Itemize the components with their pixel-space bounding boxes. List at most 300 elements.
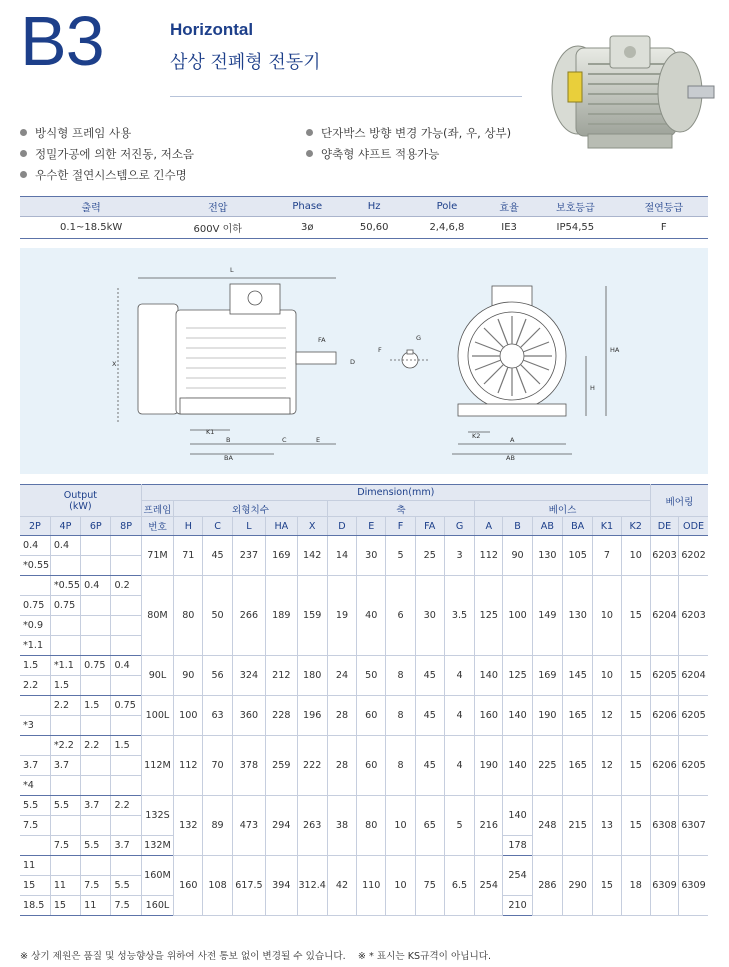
dim-cell: 6309 bbox=[679, 856, 708, 916]
dim-cell: 50 bbox=[357, 656, 386, 696]
dim-cell: 145 bbox=[563, 656, 593, 696]
dim-cell: 100 bbox=[503, 576, 532, 656]
output-cell: 3.7 bbox=[20, 756, 50, 776]
dim-cell: 5 bbox=[386, 536, 415, 576]
dim-cell: 10 bbox=[593, 656, 621, 696]
dim-cell: 30 bbox=[415, 576, 444, 656]
output-cell bbox=[50, 616, 80, 636]
dim-cell: 6308 bbox=[650, 796, 678, 856]
dim-cell: 42 bbox=[327, 856, 356, 916]
dim-cell: 254 bbox=[503, 856, 532, 896]
feature-list-right bbox=[306, 122, 511, 164]
frame-cell: 80M bbox=[141, 576, 173, 656]
output-cell: *0.9 bbox=[20, 616, 50, 636]
dim-cell: 6 bbox=[386, 576, 415, 656]
dim-cell: 6205 bbox=[679, 696, 708, 736]
col-header: G bbox=[444, 517, 474, 536]
dim-cell: 24 bbox=[327, 656, 356, 696]
dim-cell: 6202 bbox=[679, 536, 708, 576]
label-L: L bbox=[230, 266, 234, 274]
dim-cell: 324 bbox=[232, 656, 265, 696]
col-header: H bbox=[174, 517, 203, 536]
dim-cell: 165 bbox=[563, 736, 593, 796]
output-cell: 18.5 bbox=[20, 896, 50, 916]
label-A: A bbox=[510, 436, 515, 444]
dim-cell: 215 bbox=[563, 796, 593, 856]
output-cell: 1.5 bbox=[50, 676, 80, 696]
label-AB: AB bbox=[506, 454, 515, 462]
dim-cell: 12 bbox=[593, 696, 621, 736]
footnotes bbox=[20, 948, 491, 962]
table-row bbox=[20, 536, 708, 556]
dim-cell: 13 bbox=[593, 796, 621, 856]
spec-header: 전압 bbox=[162, 197, 273, 217]
dim-cell: 140 bbox=[503, 696, 532, 736]
dim-cell: 360 bbox=[232, 696, 265, 736]
dim-cell: 6204 bbox=[650, 576, 678, 656]
dim-cell: 216 bbox=[475, 796, 503, 856]
dim-cell: 6205 bbox=[679, 736, 708, 796]
output-cell: 11 bbox=[20, 856, 50, 876]
output-cell bbox=[81, 556, 111, 576]
spec-value: F bbox=[620, 217, 708, 239]
dim-cell: 140 bbox=[503, 736, 532, 796]
dim-cell: 160 bbox=[174, 856, 203, 916]
output-cell bbox=[20, 696, 50, 716]
dim-cell: 89 bbox=[203, 796, 232, 856]
dim-cell: 8 bbox=[386, 696, 415, 736]
col-header: AB bbox=[532, 517, 562, 536]
dim-cell: 7 bbox=[593, 536, 621, 576]
dim-cell: 6.5 bbox=[444, 856, 474, 916]
dim-cell: 169 bbox=[266, 536, 297, 576]
dim-cell: 378 bbox=[232, 736, 265, 796]
dim-cell: 248 bbox=[532, 796, 562, 856]
dim-cell: 254 bbox=[475, 856, 503, 916]
dim-cell: 30 bbox=[357, 536, 386, 576]
dim-cell: 6206 bbox=[650, 736, 678, 796]
col-header: HA bbox=[266, 517, 297, 536]
output-cell: 11 bbox=[81, 896, 111, 916]
dim-cell: 38 bbox=[327, 796, 356, 856]
output-cell: 15 bbox=[50, 896, 80, 916]
output-header: Output (kW) bbox=[20, 485, 141, 517]
frame-cell: 132M bbox=[141, 836, 173, 856]
output-cell: *2.2 bbox=[50, 736, 80, 756]
output-cell: 3.7 bbox=[81, 796, 111, 816]
dim-cell: 130 bbox=[532, 536, 562, 576]
frame-cell: 160L bbox=[141, 896, 173, 916]
frame-header: 프레임 bbox=[141, 501, 173, 517]
output-cell bbox=[81, 536, 111, 556]
outer-dim-header: 외형치수 bbox=[174, 501, 328, 517]
output-cell bbox=[81, 676, 111, 696]
label-C: C bbox=[282, 436, 287, 444]
output-cell: 5.5 bbox=[20, 796, 50, 816]
output-cell: 0.2 bbox=[111, 576, 141, 596]
frame-no-header: 번호 bbox=[141, 517, 173, 536]
dim-cell: 105 bbox=[563, 536, 593, 576]
dim-cell: 45 bbox=[203, 536, 232, 576]
pole-header: 6P bbox=[81, 517, 111, 536]
dim-cell: 165 bbox=[563, 696, 593, 736]
dim-cell: 90 bbox=[174, 656, 203, 696]
dim-cell: 80 bbox=[357, 796, 386, 856]
spec-value: 3ø bbox=[273, 217, 341, 239]
feature-list-left bbox=[20, 122, 194, 185]
col-header: FA bbox=[415, 517, 444, 536]
model-code: B3 bbox=[20, 2, 104, 80]
output-cell bbox=[81, 616, 111, 636]
dim-cell: 6205 bbox=[650, 656, 678, 696]
label-H: H bbox=[590, 384, 595, 392]
dim-cell: 3 bbox=[444, 536, 474, 576]
dim-cell: 45 bbox=[415, 736, 444, 796]
output-cell bbox=[111, 536, 141, 556]
output-cell: 0.4 bbox=[81, 576, 111, 596]
feature-item: 양축형 샤프트 적용가능 bbox=[306, 143, 511, 164]
footnote: ※ 상기 제원은 품질 및 성능향상을 위하여 사전 통보 없이 변경될 수 있습니다. bbox=[20, 951, 346, 962]
output-cell bbox=[111, 676, 141, 696]
label-X: X bbox=[112, 360, 117, 368]
spec-header: Phase bbox=[273, 197, 341, 217]
dim-cell: 4 bbox=[444, 656, 474, 696]
dim-cell: 263 bbox=[297, 796, 327, 856]
spec-table bbox=[20, 196, 708, 239]
dim-cell: 10 bbox=[386, 796, 415, 856]
dimension-drawing bbox=[20, 248, 708, 474]
dim-cell: 196 bbox=[297, 696, 327, 736]
col-header: K2 bbox=[621, 517, 650, 536]
output-cell: 15 bbox=[20, 876, 50, 896]
output-cell bbox=[50, 556, 80, 576]
frame-cell: 112M bbox=[141, 736, 173, 796]
bullet-icon bbox=[20, 171, 27, 178]
output-cell bbox=[81, 716, 111, 736]
dimension-table bbox=[20, 484, 708, 916]
col-header: F bbox=[386, 517, 415, 536]
output-cell: 0.75 bbox=[50, 596, 80, 616]
output-cell bbox=[20, 836, 50, 856]
dim-cell: 18 bbox=[621, 856, 650, 916]
dim-cell: 8 bbox=[386, 736, 415, 796]
label-D: D bbox=[350, 358, 356, 366]
dim-cell: 189 bbox=[266, 576, 297, 656]
spec-value: IE3 bbox=[487, 217, 531, 239]
output-cell bbox=[50, 636, 80, 656]
output-cell bbox=[111, 856, 141, 876]
dim-cell: 28 bbox=[327, 696, 356, 736]
output-cell: 0.4 bbox=[50, 536, 80, 556]
dim-cell: 4 bbox=[444, 696, 474, 736]
col-header: E bbox=[357, 517, 386, 536]
dim-cell: 6204 bbox=[679, 656, 708, 696]
dim-cell: 473 bbox=[232, 796, 265, 856]
spec-header: 보호등급 bbox=[531, 197, 619, 217]
dim-cell: 259 bbox=[266, 736, 297, 796]
output-cell: *1.1 bbox=[20, 636, 50, 656]
output-cell bbox=[20, 736, 50, 756]
output-cell bbox=[111, 776, 141, 796]
title-english: Horizontal bbox=[170, 20, 254, 39]
dim-cell: 132 bbox=[174, 796, 203, 856]
dim-cell: 190 bbox=[532, 696, 562, 736]
dim-cell: 15 bbox=[593, 856, 621, 916]
output-cell: 0.75 bbox=[81, 656, 111, 676]
dim-cell: 15 bbox=[621, 736, 650, 796]
output-cell bbox=[50, 816, 80, 836]
base-header: 베이스 bbox=[475, 501, 651, 517]
dim-cell: 266 bbox=[232, 576, 265, 656]
frame-cell: 90L bbox=[141, 656, 173, 696]
dim-cell: 6203 bbox=[679, 576, 708, 656]
output-cell: 2.2 bbox=[111, 796, 141, 816]
output-cell: 5.5 bbox=[50, 796, 80, 816]
header-rule bbox=[170, 96, 522, 97]
dim-cell: 25 bbox=[415, 536, 444, 576]
spec-header: 효율 bbox=[487, 197, 531, 217]
output-cell bbox=[81, 636, 111, 656]
spec-header: Pole bbox=[407, 197, 487, 217]
output-cell bbox=[111, 596, 141, 616]
dim-cell: 14 bbox=[327, 536, 356, 576]
dim-cell: 140 bbox=[503, 796, 532, 836]
dim-cell: 130 bbox=[563, 576, 593, 656]
dim-cell: 6307 bbox=[679, 796, 708, 856]
table-row bbox=[20, 796, 708, 816]
dim-cell: 100 bbox=[174, 696, 203, 736]
table-row bbox=[20, 696, 708, 716]
table-row bbox=[20, 576, 708, 596]
dim-cell: 15 bbox=[621, 696, 650, 736]
col-header: ODE bbox=[679, 517, 708, 536]
output-cell bbox=[111, 816, 141, 836]
output-cell bbox=[81, 596, 111, 616]
dim-cell: 75 bbox=[415, 856, 444, 916]
dim-cell: 294 bbox=[266, 796, 297, 856]
feature-item: 정밀가공에 의한 저진동, 저소음 bbox=[20, 143, 194, 164]
label-K1: K1 bbox=[206, 428, 215, 436]
bullet-icon bbox=[306, 129, 313, 136]
dim-cell: 90 bbox=[503, 536, 532, 576]
output-cell bbox=[81, 756, 111, 776]
output-cell: 2.2 bbox=[50, 696, 80, 716]
bearing-header: 베어링 bbox=[650, 485, 708, 517]
dim-cell: 140 bbox=[475, 656, 503, 696]
dim-cell: 10 bbox=[386, 856, 415, 916]
pole-header: 4P bbox=[50, 517, 80, 536]
dim-cell: 394 bbox=[266, 856, 297, 916]
col-header: B bbox=[503, 517, 532, 536]
dim-cell: 222 bbox=[297, 736, 327, 796]
dim-cell: 112 bbox=[475, 536, 503, 576]
title-korean: 삼상 전폐형 전동기 bbox=[170, 52, 321, 73]
output-cell: 7.5 bbox=[81, 876, 111, 896]
dim-cell: 180 bbox=[297, 656, 327, 696]
output-cell: *4 bbox=[20, 776, 50, 796]
output-cell: *0.55 bbox=[50, 576, 80, 596]
bullet-icon bbox=[20, 129, 27, 136]
dim-cell: 12 bbox=[593, 736, 621, 796]
dim-cell: 125 bbox=[503, 656, 532, 696]
dim-cell: 160 bbox=[475, 696, 503, 736]
dim-cell: 6206 bbox=[650, 696, 678, 736]
dim-cell: 149 bbox=[532, 576, 562, 656]
motor-photo bbox=[548, 30, 718, 170]
col-header: C bbox=[203, 517, 232, 536]
dim-cell: 169 bbox=[532, 656, 562, 696]
output-cell: *0.55 bbox=[20, 556, 50, 576]
spec-header: 절연등급 bbox=[620, 197, 708, 217]
dim-cell: 71 bbox=[174, 536, 203, 576]
dim-cell: 40 bbox=[357, 576, 386, 656]
dim-cell: 178 bbox=[503, 836, 532, 856]
output-cell bbox=[81, 776, 111, 796]
dim-cell: 65 bbox=[415, 796, 444, 856]
dim-cell: 15 bbox=[621, 576, 650, 656]
label-HA: HA bbox=[610, 346, 620, 354]
bullet-icon bbox=[20, 150, 27, 157]
bullet-icon bbox=[306, 150, 313, 157]
dim-cell: 63 bbox=[203, 696, 232, 736]
output-cell bbox=[111, 616, 141, 636]
table-row bbox=[20, 656, 708, 676]
dim-cell: 56 bbox=[203, 656, 232, 696]
dim-cell: 159 bbox=[297, 576, 327, 656]
dim-cell: 210 bbox=[503, 896, 532, 916]
dim-cell: 6309 bbox=[650, 856, 678, 916]
dim-cell: 290 bbox=[563, 856, 593, 916]
col-header: BA bbox=[563, 517, 593, 536]
label-B: B bbox=[226, 436, 231, 444]
output-cell: 5.5 bbox=[81, 836, 111, 856]
output-cell bbox=[50, 856, 80, 876]
side-view bbox=[118, 278, 336, 454]
dim-cell: 80 bbox=[174, 576, 203, 656]
output-cell bbox=[111, 756, 141, 776]
dim-cell: 10 bbox=[593, 576, 621, 656]
pole-header: 2P bbox=[20, 517, 50, 536]
frame-cell: 100L bbox=[141, 696, 173, 736]
spec-value: 2,4,6,8 bbox=[407, 217, 487, 239]
dim-cell: 312.4 bbox=[297, 856, 327, 916]
dim-cell: 15 bbox=[621, 656, 650, 696]
footnote: ※ * 표시는 KS규격이 아닙니다. bbox=[357, 951, 492, 962]
dim-cell: 228 bbox=[266, 696, 297, 736]
output-cell: 1.5 bbox=[111, 736, 141, 756]
table-row bbox=[20, 736, 708, 756]
dim-cell: 45 bbox=[415, 696, 444, 736]
col-header: K1 bbox=[593, 517, 621, 536]
col-header: L bbox=[232, 517, 265, 536]
label-E: E bbox=[316, 436, 321, 444]
dim-cell: 190 bbox=[475, 736, 503, 796]
dim-cell: 19 bbox=[327, 576, 356, 656]
label-K2: K2 bbox=[472, 432, 481, 440]
dim-cell: 112 bbox=[174, 736, 203, 796]
frame-cell: 160M bbox=[141, 856, 173, 896]
output-cell bbox=[111, 636, 141, 656]
label-G: G bbox=[416, 334, 422, 342]
dimension-header: Dimension(mm) bbox=[141, 485, 650, 501]
spec-header: Hz bbox=[341, 197, 407, 217]
dim-cell: 70 bbox=[203, 736, 232, 796]
dim-cell: 50 bbox=[203, 576, 232, 656]
output-cell: 1.5 bbox=[81, 696, 111, 716]
output-cell: 2.2 bbox=[81, 736, 111, 756]
dim-cell: 15 bbox=[621, 796, 650, 856]
dim-cell: 225 bbox=[532, 736, 562, 796]
dim-cell: 5 bbox=[444, 796, 474, 856]
spec-value: IP54,55 bbox=[531, 217, 619, 239]
dim-cell: 108 bbox=[203, 856, 232, 916]
front-view bbox=[452, 286, 606, 454]
dim-cell: 10 bbox=[621, 536, 650, 576]
output-cell bbox=[81, 856, 111, 876]
dim-cell: 6203 bbox=[650, 536, 678, 576]
output-cell: 7.5 bbox=[50, 836, 80, 856]
col-header: DE bbox=[650, 517, 678, 536]
frame-cell: 71M bbox=[141, 536, 173, 576]
output-cell: *1.1 bbox=[50, 656, 80, 676]
output-cell bbox=[20, 576, 50, 596]
col-header: X bbox=[297, 517, 327, 536]
output-cell: *3 bbox=[20, 716, 50, 736]
feature-item: 단자박스 방향 변경 가능(좌, 우, 상부) bbox=[306, 122, 511, 143]
dim-cell: 28 bbox=[327, 736, 356, 796]
output-cell bbox=[81, 816, 111, 836]
dim-cell: 45 bbox=[415, 656, 444, 696]
output-cell: 3.7 bbox=[50, 756, 80, 776]
spec-value: 50,60 bbox=[341, 217, 407, 239]
frame-cell: 132S bbox=[141, 796, 173, 836]
col-header: A bbox=[475, 517, 503, 536]
spec-value: 0.1~18.5kW bbox=[20, 217, 162, 239]
label-BA: BA bbox=[224, 454, 233, 462]
output-cell bbox=[111, 716, 141, 736]
output-cell: 0.4 bbox=[111, 656, 141, 676]
output-cell: 11 bbox=[50, 876, 80, 896]
output-cell: 3.7 bbox=[111, 836, 141, 856]
dim-cell: 60 bbox=[357, 736, 386, 796]
output-cell: 1.5 bbox=[20, 656, 50, 676]
table-row bbox=[20, 856, 708, 876]
dim-cell: 125 bbox=[475, 576, 503, 656]
shaft-header: 축 bbox=[327, 501, 474, 517]
shaft-section bbox=[390, 350, 430, 368]
feature-item: 우수한 절연시스템으로 긴수명 bbox=[20, 164, 194, 185]
dim-cell: 3.5 bbox=[444, 576, 474, 656]
dim-cell: 212 bbox=[266, 656, 297, 696]
dim-cell: 617.5 bbox=[232, 856, 265, 916]
spec-value: 600V 이하 bbox=[162, 217, 273, 239]
pole-header: 8P bbox=[111, 517, 141, 536]
output-cell bbox=[50, 716, 80, 736]
output-cell: 5.5 bbox=[111, 876, 141, 896]
dim-cell: 237 bbox=[232, 536, 265, 576]
dim-cell: 142 bbox=[297, 536, 327, 576]
output-cell: 0.4 bbox=[20, 536, 50, 556]
output-cell: 7.5 bbox=[20, 816, 50, 836]
dim-cell: 60 bbox=[357, 696, 386, 736]
output-cell: 0.75 bbox=[20, 596, 50, 616]
dim-cell: 110 bbox=[357, 856, 386, 916]
spec-header: 출력 bbox=[20, 197, 162, 217]
label-F: F bbox=[378, 346, 382, 354]
output-cell bbox=[50, 776, 80, 796]
feature-item: 방식형 프레임 사용 bbox=[20, 122, 194, 143]
dim-cell: 4 bbox=[444, 736, 474, 796]
